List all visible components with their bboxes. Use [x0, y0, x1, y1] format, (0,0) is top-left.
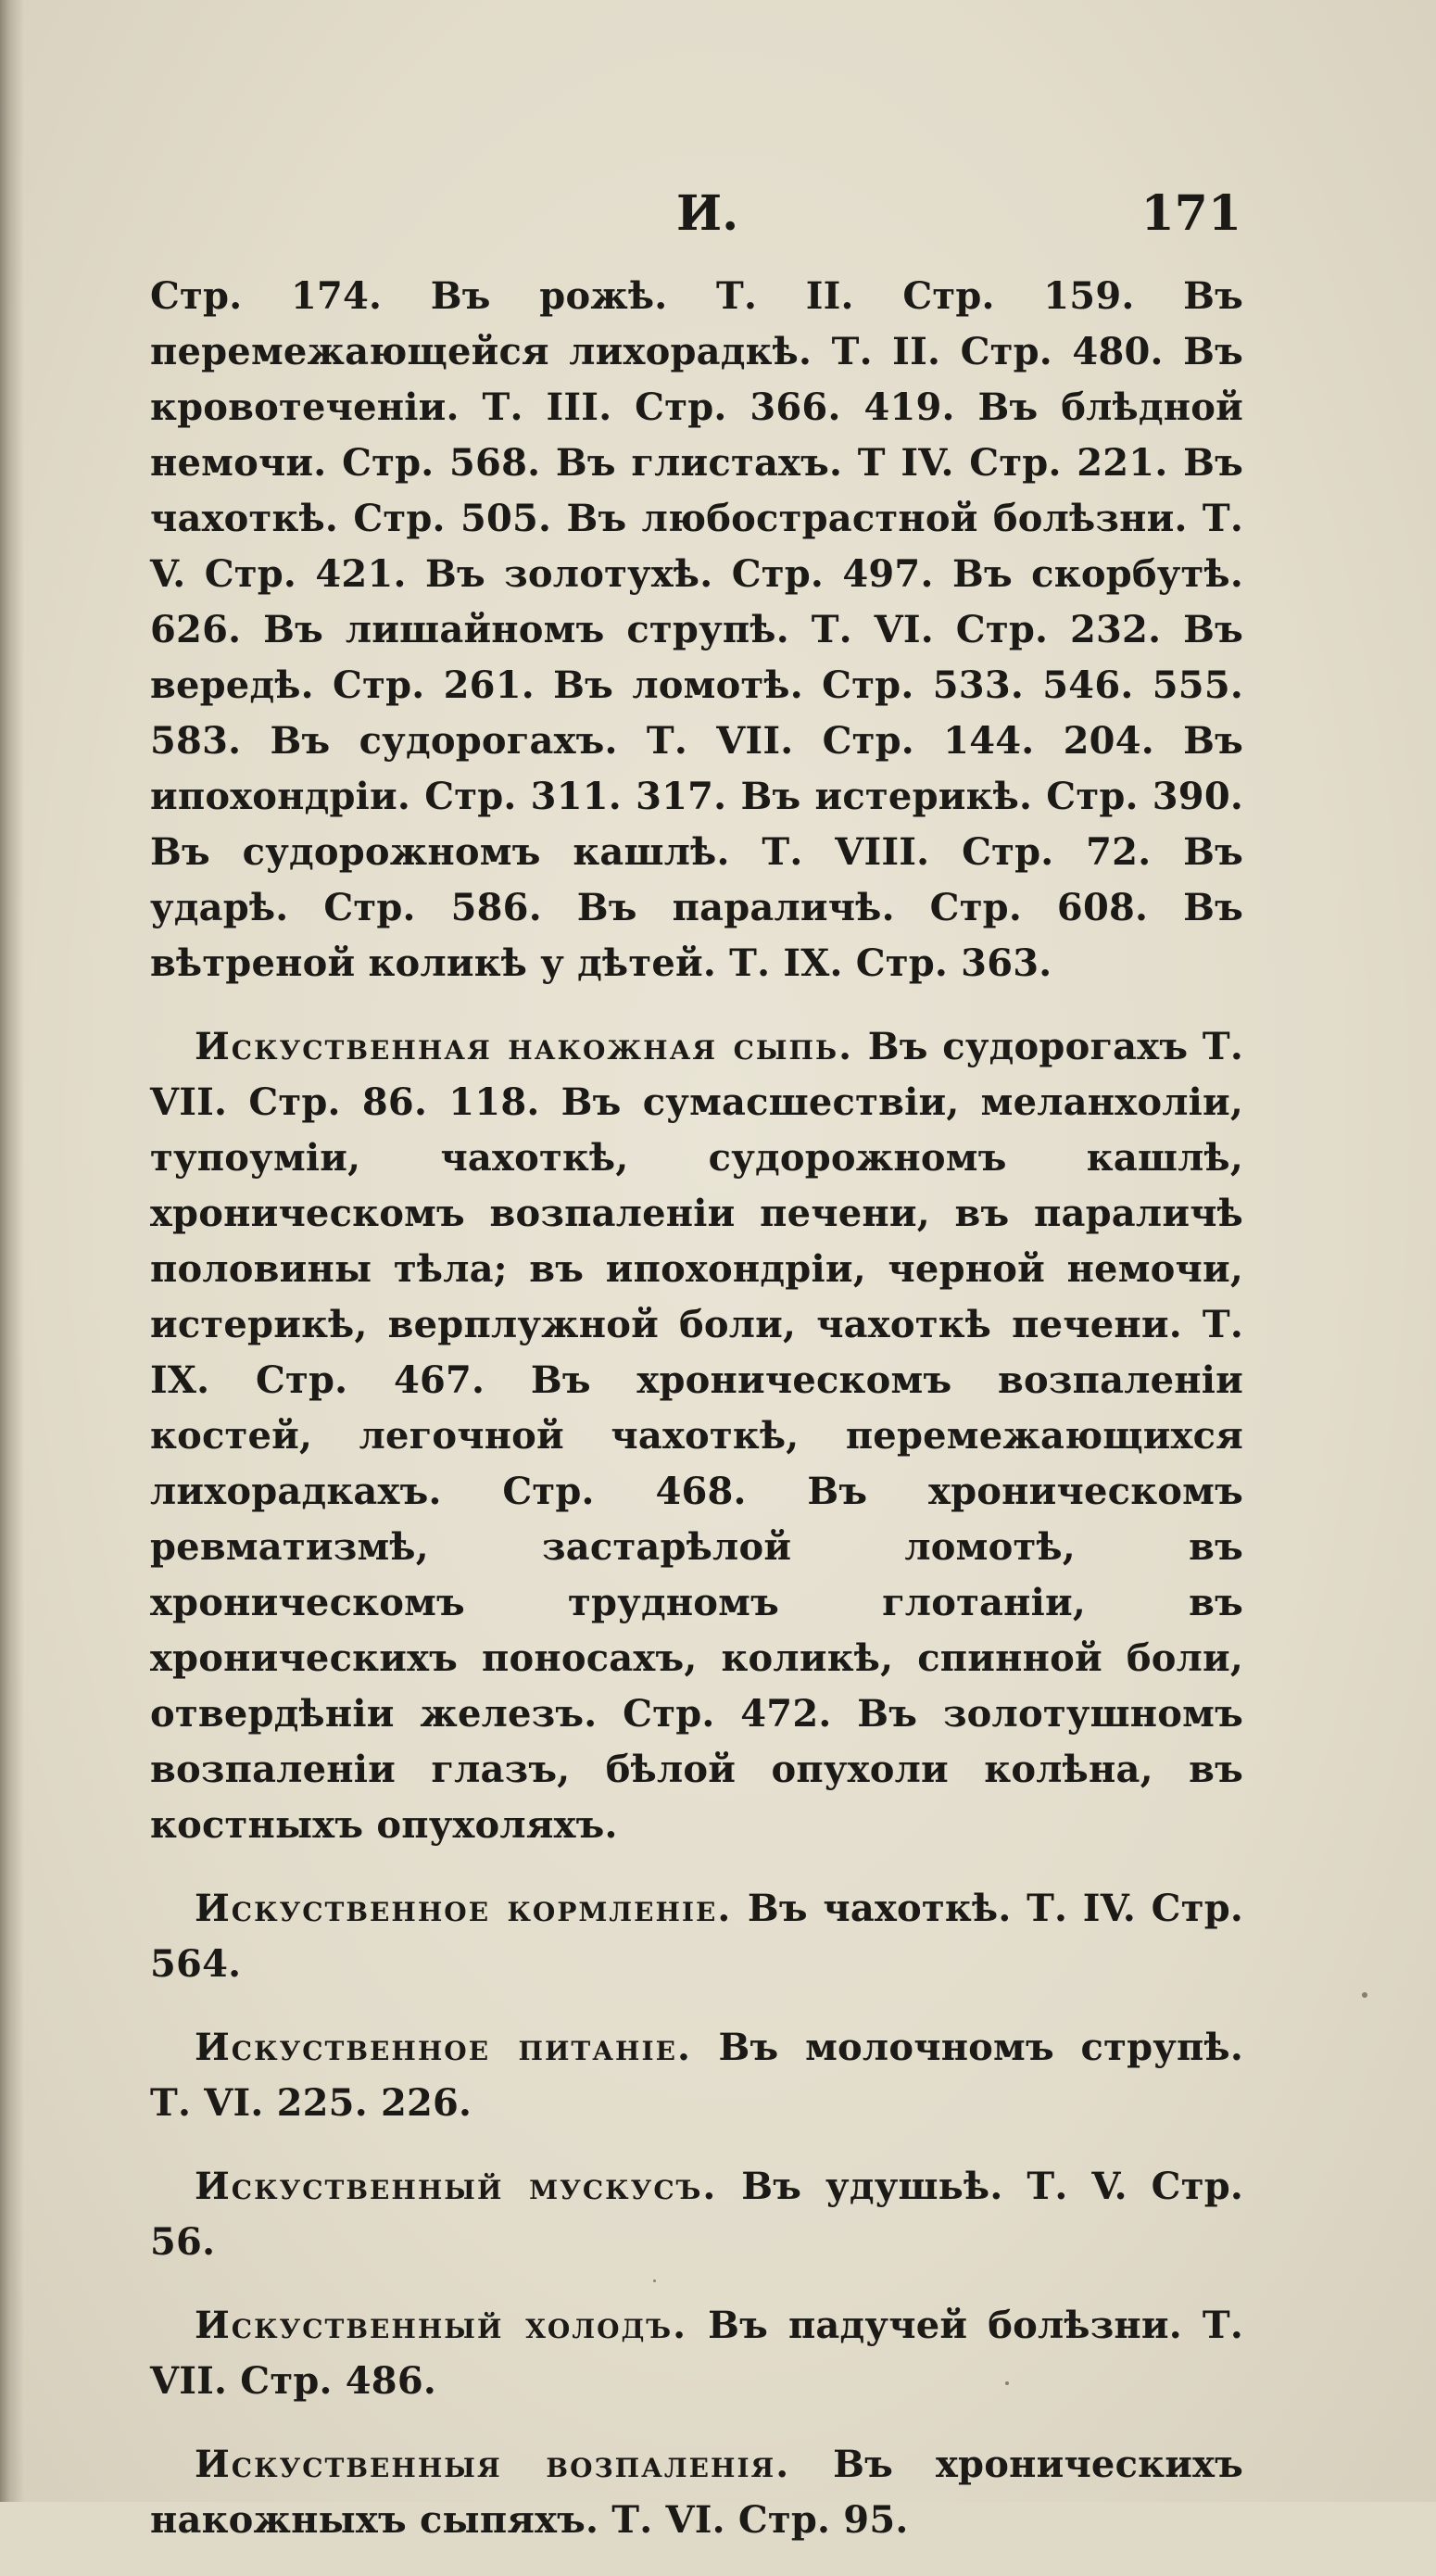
entry-heading: Искуственное кормленіе. — [195, 1887, 733, 1930]
index-entry — [150, 1881, 1243, 1992]
entry-text: Въ чахоткѣ. Т. IV. Стр. 564. — [150, 1887, 1243, 1986]
entry-text: Въ падучей болѣзни. Т. VII. Стр. 486. — [150, 2304, 1243, 2403]
index-text — [150, 269, 1243, 2576]
page-header — [148, 185, 1241, 250]
entry-text: Въ судорогахъ Т. VII. Стр. 86. 118. Въ сумасшествіи, меланхоліи, тупоуміи, чахоткѣ, судорожномъ кашлѣ, хроническомъ возпаленіи печени, въ параличѣ половины тѣла; въ ипохондріи, черной немочи, истерикѣ, верплужной боли, чахоткѣ печени. Т. IX. Стр. 467. Въ хроническомъ возпаленіи костей, легочной чахоткѣ, перемежающихся лихорадкахъ. Стр. 468. Въ хроническомъ ревматизмѣ, застарѣлой ломотѣ, въ хроническомъ трудномъ глотаніи, въ хроническихъ поносахъ, коликѣ, спинной боли, отвердѣніи железъ. Стр. 472. Въ золотушномъ возпаленіи глазъ, бѣлой опухоли колѣна, въ костныхъ опухоляхъ. — [150, 1025, 1243, 1847]
spine-shadow — [0, 0, 24, 2502]
index-entry — [150, 2159, 1243, 2270]
index-entry — [150, 2298, 1243, 2409]
entry-text: Въ хроническихъ накожныхъ сыпяхъ. Т. VI. Стр. 95. — [150, 2443, 1244, 2542]
entry-text: Въ удушьѣ. Т. V. Стр. 56. — [150, 2165, 1243, 2264]
index-entry — [150, 1019, 1243, 1853]
entry-text: Стр. 174. Въ рожѣ. Т. II. Стр. 159. Въ перемежающейся лихорадкѣ. Т. II. Стр. 480. Въ кровотеченіи. Т. III. Стр. 366. 419. Въ блѣдной немочи. Стр. 568. Въ глистахъ. Т IV. Стр. 221. Въ чахоткѣ. Стр. 505. Въ любострастной болѣзни. Т. V. Стр. 421. Въ золотухѣ. Стр. 497. Въ скорбутѣ. 626. Въ лишайномъ струпѣ. Т. VI. Стр. 232. Въ вередѣ. Стр. 261. Въ ломотѣ. Стр. 533. 546. 555. 583. Въ судорогахъ. Т. VII. Стр. 144. 204. Въ ипохондріи. Стр. 311. 317. Въ истерикѣ. Стр. 390. Въ судорожномъ кашлѣ. Т. VIII. Стр. 72. Въ ударѣ. Стр. 586. Въ параличѣ. Стр. 608. Въ вѣтреной коликѣ у дѣтей. Т. IX. Стр. 363. — [150, 274, 1243, 985]
entry-heading: Искуственныя возпаленія. — [195, 2443, 791, 2486]
index-entry — [150, 2437, 1243, 2548]
entry-heading: Искуственное питаніе. — [195, 2026, 692, 2069]
index-entry-continuation — [150, 269, 1243, 991]
paper-speck — [1005, 2381, 1009, 2385]
entry-heading: Искуственная накожная сыпь. — [195, 1025, 854, 1068]
running-head: И. — [676, 185, 739, 242]
entry-heading: Искуственный мускусъ. — [195, 2165, 718, 2208]
paper-speck — [653, 2279, 656, 2282]
page-number: 171 — [1140, 185, 1241, 242]
entry-heading: Искуственный холодъ. — [195, 2304, 688, 2347]
paper-speck — [1362, 1992, 1367, 1998]
entry-text: Въ молочномъ струпѣ. Т. VI. 225. 226. — [150, 2026, 1243, 2125]
index-entry — [150, 2020, 1243, 2131]
